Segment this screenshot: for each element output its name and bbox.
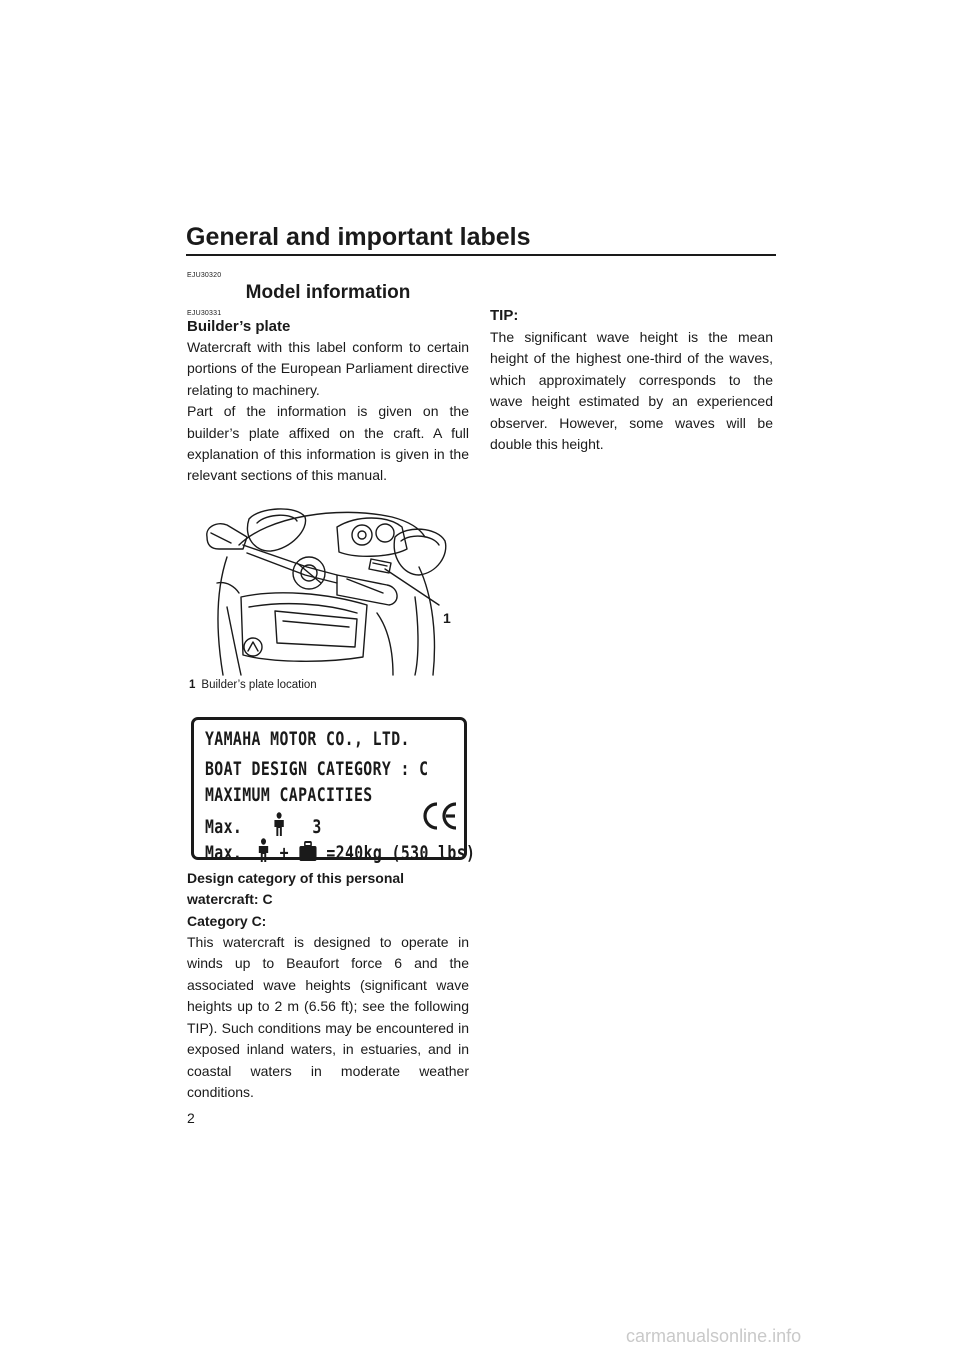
luggage-icon — [298, 841, 317, 861]
design-category-text: Design category of this personal watercraft: C — [187, 869, 405, 908]
plate-max-capacities: MAXIMUM CAPACITIES — [205, 783, 373, 806]
tip-heading: TIP: — [490, 307, 519, 324]
right-column — [490, 307, 773, 455]
ce-mark-icon — [420, 800, 460, 832]
plate-max-persons-value: 3 — [312, 815, 322, 838]
handlebar-illustration — [187, 497, 469, 677]
figure-caption — [189, 677, 317, 693]
builders-plate-figure — [187, 497, 469, 702]
page-header — [186, 222, 776, 256]
caption-text: Builder’s plate location — [201, 678, 317, 691]
page-number: 2 — [187, 1110, 195, 1126]
person-icon — [256, 838, 270, 862]
section-code: EJU30320 — [187, 272, 222, 279]
subsection-title: Builder’s plate — [187, 318, 291, 335]
category-label: Category C: — [187, 912, 267, 929]
caption-number: 1 — [189, 678, 196, 691]
plate-design-category: BOAT DESIGN CATEGORY : C — [205, 757, 429, 780]
plate-max-label: Max. — [205, 815, 243, 838]
page-title: General and important labels — [186, 223, 531, 251]
section-title: Model information — [245, 282, 411, 303]
left-column — [187, 272, 476, 1103]
paragraph-category-c: This watercraft is designed to operate in winds up to Beaufort force 6 and the associated wave heights (significant wave heights up to 2 m (6.56 ft); see the following TIP). Such conditions may be encountered in exposed inland waters, in estuaries, and in coastal waters in moderate weather conditions. — [187, 934, 469, 1100]
plate-max-persons — [205, 812, 322, 838]
subsection-code: EJU30331 — [187, 310, 222, 317]
plate-manufacturer: YAMAHA MOTOR CO., LTD. — [205, 727, 410, 750]
paragraph-intro: Watercraft with this label conform to certain portions of the European Parliament directive relating to machinery. — [187, 339, 469, 398]
plate-max-load-value: =240kg (530 lbs) — [326, 841, 476, 864]
plate-max-label-2: Max. — [205, 841, 243, 864]
plate-max-load — [205, 838, 475, 864]
tip-text: The significant wave height is the mean height of the highest one-third of the waves, which approximately corresponds to the wave height estimated by an experienced observer. However, some waves will be double this height. — [490, 329, 773, 453]
footer-watermark-url: carmanualsonline.info — [626, 1326, 802, 1346]
paragraph-plate-info: Part of the information is given on the builder’s plate affixed on the craft. A full explanation of this information is given in the relevant sections of this manual. — [187, 403, 469, 484]
builders-plate — [191, 717, 476, 864]
plate-plus-sign: + — [279, 841, 289, 864]
design-category-block — [187, 868, 469, 1103]
person-icon — [272, 812, 286, 836]
callout-number: 1 — [443, 609, 451, 626]
